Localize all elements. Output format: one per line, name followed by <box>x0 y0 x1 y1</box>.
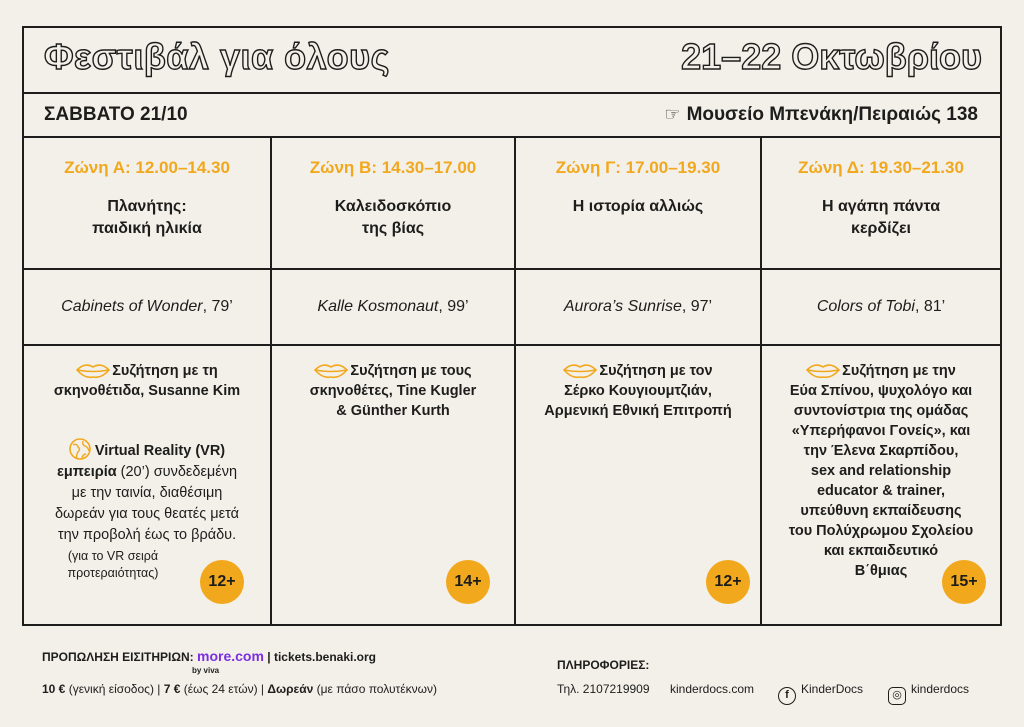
facebook-icon: f <box>778 687 796 705</box>
discussion: Συζήτηση με τους σκηνοθέτες, Tine Kugler & Günther Kurth <box>272 360 514 421</box>
zone-theme: Πλανήτης: παιδική ηλικία <box>92 198 202 237</box>
more-com-logo[interactable]: more.com <box>197 648 264 664</box>
festival-dates: 21–22 Οκτωβρίου <box>681 36 982 77</box>
film-duration: , 97’ <box>681 298 713 315</box>
film-duration: , 79’ <box>202 298 233 315</box>
film-entry <box>516 268 760 346</box>
day-label: ΣΑΒΒΑΤΟ 21/10 <box>44 104 188 125</box>
lips-icon <box>563 360 597 380</box>
film-title: Cabinets of Wonder <box>61 298 203 315</box>
film-duration: , 99’ <box>438 298 469 315</box>
ticket-prices: 10 € (γενική είσοδος) | 7 € (έως 24 ετών) | Δωρεάν (με πάσο πολυτέκνων) <box>42 682 437 696</box>
discussion: Συζήτηση με την Εύα Σπίνου, ψυχολόγο και συντονίστρια της ομάδας «Υπερήφανοι Γονείς», και την Έλενα Σκαρπίδου, sex and relationship educator & trainer, υπεύθυνη εκπαίδευσης του Πολύχρωμου Σχολείου και εκπαιδευτικό Β΄θμιας <box>762 360 1000 581</box>
tickets-link[interactable]: tickets.benaki.org <box>273 650 377 664</box>
vr-priority-note: (για το VR σειρά προτεραιότητας) <box>67 549 159 580</box>
film-title: Kalle Kosmonaut <box>317 298 439 315</box>
lips-icon <box>314 360 348 380</box>
info-title: ΠΛΗΡΟΦΟΡΙΕΣ: <box>557 658 650 672</box>
vr-experience: Virtual Reality (VR) εμπειρία (20’) συνδεδεμένη με την ταινία, διαθέσιμη δωρεάν για τους θεατές μετά την προβολή έως το βράδυ. <box>24 438 270 546</box>
lips-icon <box>76 360 110 380</box>
day-row <box>24 94 1000 138</box>
pointing-hand-icon: ☞ <box>664 104 681 124</box>
age-badge: 14+ <box>446 560 490 604</box>
age-badge: 12+ <box>706 560 750 604</box>
instagram-link[interactable]: ◎ kinderdocs <box>888 682 969 705</box>
film-entry <box>762 268 1000 346</box>
age-badge: 15+ <box>942 560 986 604</box>
title-row <box>24 28 1000 94</box>
film-title: Colors of Tobi <box>816 298 915 315</box>
film-entry <box>272 268 514 346</box>
lips-icon <box>806 360 840 380</box>
zone-time: Ζώνη Δ: 19.30–21.30 <box>798 158 964 177</box>
zone-time: Ζώνη Β: 14.30–17.00 <box>309 158 477 177</box>
discussion: Συζήτηση με τη σκηνοθέτιδα, Susanne Kim <box>24 360 270 401</box>
globe-icon <box>69 438 91 460</box>
zone-column-c <box>514 138 760 624</box>
phone: Τηλ. 2107219909 <box>557 682 650 696</box>
venue-label: Μουσείο Μπενάκη/Πειραιώς 138 <box>686 104 978 125</box>
age-badge: 12+ <box>200 560 244 604</box>
venue <box>664 104 978 126</box>
zone-column-b <box>270 138 514 624</box>
facebook-link[interactable]: f KinderDocs <box>778 682 863 705</box>
program-frame <box>22 26 1002 626</box>
website-link[interactable]: kinderdocs.com <box>670 682 755 696</box>
zone-column-a <box>24 138 270 624</box>
film-duration: , 81’ <box>914 298 946 315</box>
instagram-icon: ◎ <box>888 687 906 705</box>
discussion: Συζήτηση με τον Σέρκο Κουγιουμτζιάν, Αρμενική Εθνική Επιτροπή <box>516 360 760 421</box>
zone-time: Ζώνη Α: 12.00–14.30 <box>64 158 230 177</box>
film-entry <box>24 268 270 346</box>
zone-theme: Η ιστορία αλλιώς <box>572 198 704 215</box>
zone-theme: Καλειδοσκόπιο της βίας <box>334 198 452 237</box>
film-title: Aurora’s Sunrise <box>563 298 682 315</box>
festival-title: Φεστιβάλ για όλους <box>44 36 390 77</box>
zone-theme: Η αγάπη πάντα κερδίζει <box>821 198 941 237</box>
viva-logo: by viva <box>192 666 220 675</box>
ticket-presale: ΠΡΟΠΩΛΗΣΗ ΕΙΣΙΤΗΡΙΩΝ: more.com | tickets.benaki.org <box>42 648 377 664</box>
zone-column-d <box>760 138 1000 624</box>
footer <box>22 636 1002 727</box>
zone-time: Ζώνη Γ: 17.00–19.30 <box>555 158 721 177</box>
